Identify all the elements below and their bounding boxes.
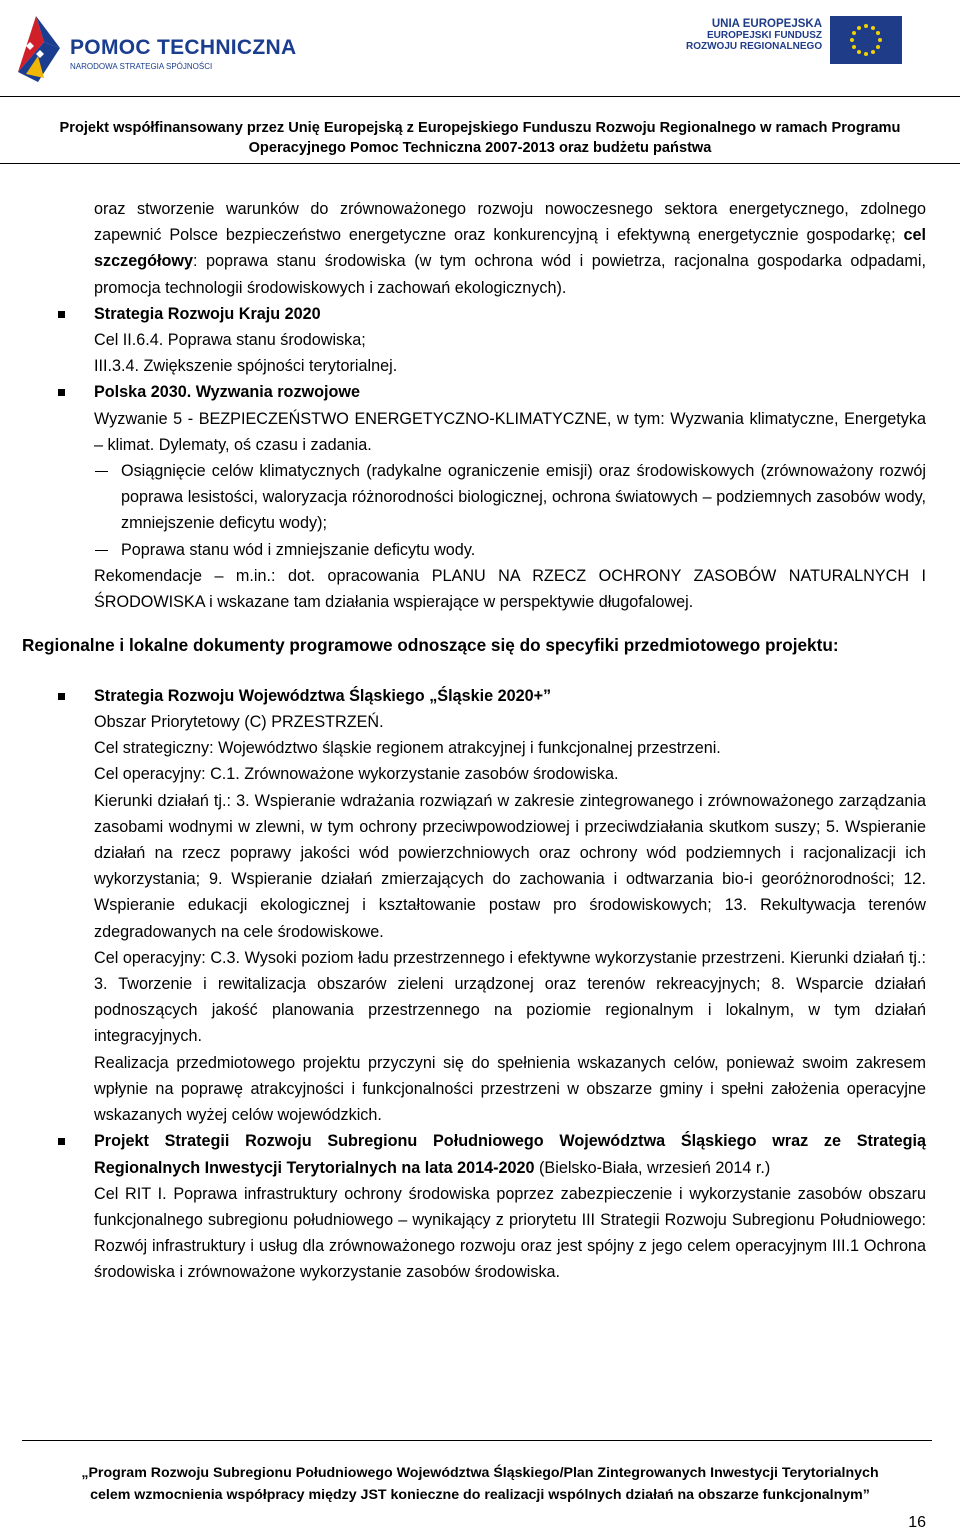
pomoc-techniczna-logo: [14, 12, 297, 92]
dash-item-2: [0, 537, 960, 563]
dash-marker-icon: [95, 550, 108, 551]
logo-subtitle: NARODOWA STRATEGIA SPÓJNOŚCI: [70, 62, 213, 71]
cofinancing-banner: [0, 118, 960, 158]
banner-line-1: Projekt współfinansowany przez Unię Europejską z Europejskiego Funduszu Rozwoju Regionalnego w ramach Programu: [59, 120, 901, 136]
polska-text: Wyzwanie 5 - BEZPIECZEŃSTWO ENERGETYCZNO-KLIMATYCZNE, w tym: Wyzwania klimatyczne, Energetyka – klimat. Dylematy, oś czasu i zadania.: [94, 409, 926, 454]
eu-line-1: UNIA EUROPEJSKA: [711, 18, 822, 30]
bullet-square-icon: [58, 1138, 65, 1145]
dash-item-1: [0, 458, 960, 537]
intro-text-cont: : poprawa stanu środowiska (w tym ochrona wód i powietrza, racjonalna gospodarka odpadami, promocja technologii środowiskowych i zachowań ekologicznych).: [94, 252, 926, 297]
footer-line-1: „Program Rozwoju Subregionu Południowego Województwa Śląskiego/Plan Zintegrowanych Inwestycji Terytorialnych: [81, 1465, 879, 1481]
pomoc-techniczna-emblem-icon: [14, 12, 68, 84]
footer-divider: [22, 1440, 932, 1441]
pssr-title-block: [94, 1128, 926, 1180]
pssr-title: Projekt Strategii Rozwoju Subregionu Południowego Województwa Śląskiego wraz ze Strategią Regionalnych Inwestycji Terytorialnych na lata 2014-2020: [94, 1132, 926, 1177]
eu-flag-icon: [830, 16, 902, 64]
pssr-goal: Cel RIT I. Poprawa infrastruktury ochrony środowiska poprzez zabezpieczenie i wykorzystanie zasobów obszaru funkcjonalnego subregionu południowego – wynikający z priorytetu III Strategii Rozwoju Subregionu Południowego: Rozwój infrastruktury i usług dla zrównoważonego rozwoju oraz jest spójny z jego celem operacyjnym III.1 Ochrona środowiska i zrównoważone wykorzystanie zasobów środowiska.: [94, 1184, 926, 1282]
intro-paragraph: [0, 196, 960, 301]
dash-item-2-text: Poprawa stanu wód i zmniejszanie deficytu wody.: [121, 540, 476, 559]
srk-goal-1: Cel II.6.4. Poprawa stanu środowiska;: [94, 331, 366, 350]
dash-item-1-text: Osiągnięcie celów klimatycznych (radykalne ograniczenie emisji) oraz środowiskowych (zrównoważony rozwój poprawa lesistości, waloryzacja różnorodności biologicznej, ochrona światowych – podziemnych zasobów wody, zmniejszenie deficytu wody);: [121, 462, 926, 533]
srws-strategic-goal: Cel strategiczny: Województwo śląskie regionem atrakcyjnej i funkcjonalnej przestrzeni.: [94, 739, 721, 758]
srk-title: Strategia Rozwoju Kraju 2020: [94, 304, 321, 323]
eu-line-2: EUROPEJSKI FUNDUSZ: [706, 30, 822, 41]
list-item-srws: [0, 683, 960, 1128]
page-header: [0, 0, 960, 165]
bullet-square-icon: [58, 389, 65, 396]
list-item-pssr: [0, 1128, 960, 1285]
logo-title: POMOC TECHNICZNA: [70, 36, 297, 59]
header-divider-bottom: [0, 163, 960, 164]
document-body: [0, 196, 960, 1286]
polska-title: Polska 2030. Wyzwania rozwojowe: [94, 383, 360, 402]
eu-logo: [686, 12, 916, 72]
section-heading: Regionalne i lokalne dokumenty programowe odnoszące się do specyfiki przedmiotowego projektu:: [22, 635, 839, 656]
header-divider: [0, 96, 960, 97]
footer-line-2: celem wzmocnienia współpracy między JST konieczne do realizacji wspólnych działań na obszarze funkcjonalnym”: [90, 1487, 870, 1503]
list-item-polska-2030: [0, 379, 960, 458]
rekomendacje-paragraph: Rekomendacje – m.in.: dot. opracowania PLANU NA RZECZ OCHRONY ZASOBÓW NATURALNYCH I ŚRODOWISKA i wskazane tam działania wspierające w perspektywie długofalowej.: [94, 566, 926, 612]
intro-bold-term: cel szczegółowy: [94, 226, 926, 271]
bullet-square-icon: [58, 311, 65, 318]
srws-operational-goal-c1: Cel operacyjny: C.1. Zrównoważone wykorzystanie zasobów środowiska.: [94, 765, 619, 784]
page-footer: [0, 1462, 960, 1506]
srk-goal-2: III.3.4. Zwiększenie spójności terytorialnej.: [94, 357, 398, 376]
bullet-square-icon: [58, 693, 65, 700]
eu-logo-text: [686, 18, 822, 52]
intro-text: oraz stworzenie warunków do zrównoważonego rozwoju nowoczesnego sektora energetycznego, zdolnego zapewnić Polsce bezpieczeństwo energetyczne oraz konkurencyjną i efektywną energetycznie gospodarkę;: [94, 200, 926, 245]
page-number: 16: [908, 1514, 926, 1531]
banner-line-2: Operacyjnego Pomoc Techniczna 2007-2013 oraz budżetu państwa: [248, 140, 712, 156]
srws-title: Strategia Rozwoju Województwa Śląskiego „Śląskie 2020+”: [94, 686, 552, 705]
list-item-srk: [0, 301, 960, 380]
dash-marker-icon: [95, 471, 108, 472]
pssr-title-suffix: (Bielsko-Biała, wrzesień 2014 r.): [534, 1158, 771, 1177]
srws-priority: Obszar Priorytetowy (C) PRZESTRZEŃ.: [94, 713, 384, 732]
srws-directions-c1: Kierunki działań tj.: 3. Wspieranie wdrażania rozwiązań w zakresie zintegrowanego i zrównoważonego zarządzania zasobami wodnymi w zlewni, w tym ochrony przeciwpowodziowej i przeciwdziałania skutkom suszy; 5. Wspieranie działań na rzecz poprawy jakości wód powierzchniowych oraz ochrony wód podziemnych i racjonalizacji ich wykorzystania; 9. Wspieranie działań zmierzających do zachowania i odtwarzania bio-i georóżnorodności; 12. Wspieranie edukacji ekologicznej i kształtowanie postaw pro środowiskowych; 13. Rekultywacja terenów zdegradowanych na cele środowiskowe.: [94, 791, 926, 941]
srws-operational-goal-c3: Cel operacyjny: C.3. Wysoki poziom ładu przestrzennego i efektywne wykorzystanie przestrzeni. Kierunki działań tj.: 3. Tworzenie i rewitalizacja obszarów zieleni urządzonej oraz terenów rekreacyjnych; 8. Wsparcie działań podnoszących jakość planowania przestrzennego na poziomie regionalnym i lokalnym, w tym działań integracyjnych.: [94, 948, 926, 1046]
eu-line-3: ROZWOJU REGIONALNEGO: [686, 41, 823, 52]
srws-conclusion: Realizacja przedmiotowego projektu przyczyni się do spełnienia wskazanych celów, ponieważ swoim zakresem wpłynie na poprawę atrakcyjności i funkcjonalności przestrzeni w obszarze gminy i spełni założenia operacyjne wskazanych wyżej celów wojewódzkich.: [94, 1053, 926, 1125]
